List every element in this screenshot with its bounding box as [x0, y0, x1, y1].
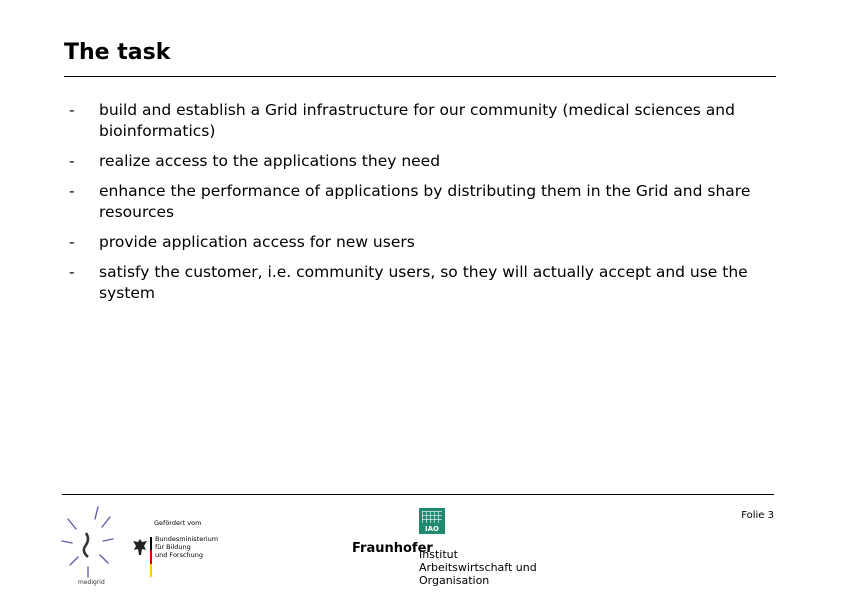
bullet-dash: - — [69, 101, 75, 119]
bullet-dash: - — [69, 152, 75, 170]
iao-label: IAO — [419, 525, 445, 534]
bullet-dash: - — [69, 182, 75, 200]
institute-name — [419, 548, 537, 587]
ministry-name — [155, 535, 218, 559]
bullet-text: satisfy the customer, i.e. community users, so they will actually accept and use the system — [99, 263, 748, 302]
institute-line: Institut — [419, 548, 458, 561]
institute-line: Organisation — [419, 574, 490, 587]
footer-divider — [62, 494, 774, 495]
bullet-text: enhance the performance of applications by distributing them in the Grid and share resources — [99, 182, 751, 221]
ministry-line: Bundesministerium — [155, 535, 219, 543]
slide-title: The task — [64, 40, 171, 65]
bmbf-logo — [130, 515, 220, 585]
institute-line: Arbeitswirtschaft und — [419, 561, 537, 574]
bullet-text: build and establish a Grid infrastructure for our community (medical sciences and bioinformatics) — [99, 101, 735, 140]
ministry-line: für Bildung — [155, 543, 191, 551]
bullet-list — [64, 100, 764, 313]
title-divider — [64, 76, 776, 77]
bullet-item — [64, 262, 764, 304]
bullet-text: provide application access for new users — [99, 233, 415, 251]
bullet-dash: - — [69, 263, 75, 281]
bullet-item — [64, 151, 764, 172]
fraunhofer-iao-logo-icon — [419, 508, 445, 534]
page-number: Folie 3 — [741, 510, 774, 521]
flag-icon — [150, 537, 152, 577]
medigrid-logo-icon — [58, 505, 118, 590]
fraunhofer-name: Fraunhofer — [352, 541, 433, 556]
medigrid-logo-text: medigrid — [78, 579, 105, 586]
sponsor-label: Gefördert vom — [154, 519, 202, 527]
bullet-text: realize access to the applications they need — [99, 152, 441, 170]
bullet-item — [64, 100, 764, 142]
bullet-dash: - — [69, 233, 75, 251]
bullet-item — [64, 232, 764, 253]
eagle-icon — [132, 537, 148, 557]
ministry-line: und Forschung — [155, 551, 204, 559]
bullet-item — [64, 181, 764, 223]
logo-grid — [422, 511, 442, 523]
